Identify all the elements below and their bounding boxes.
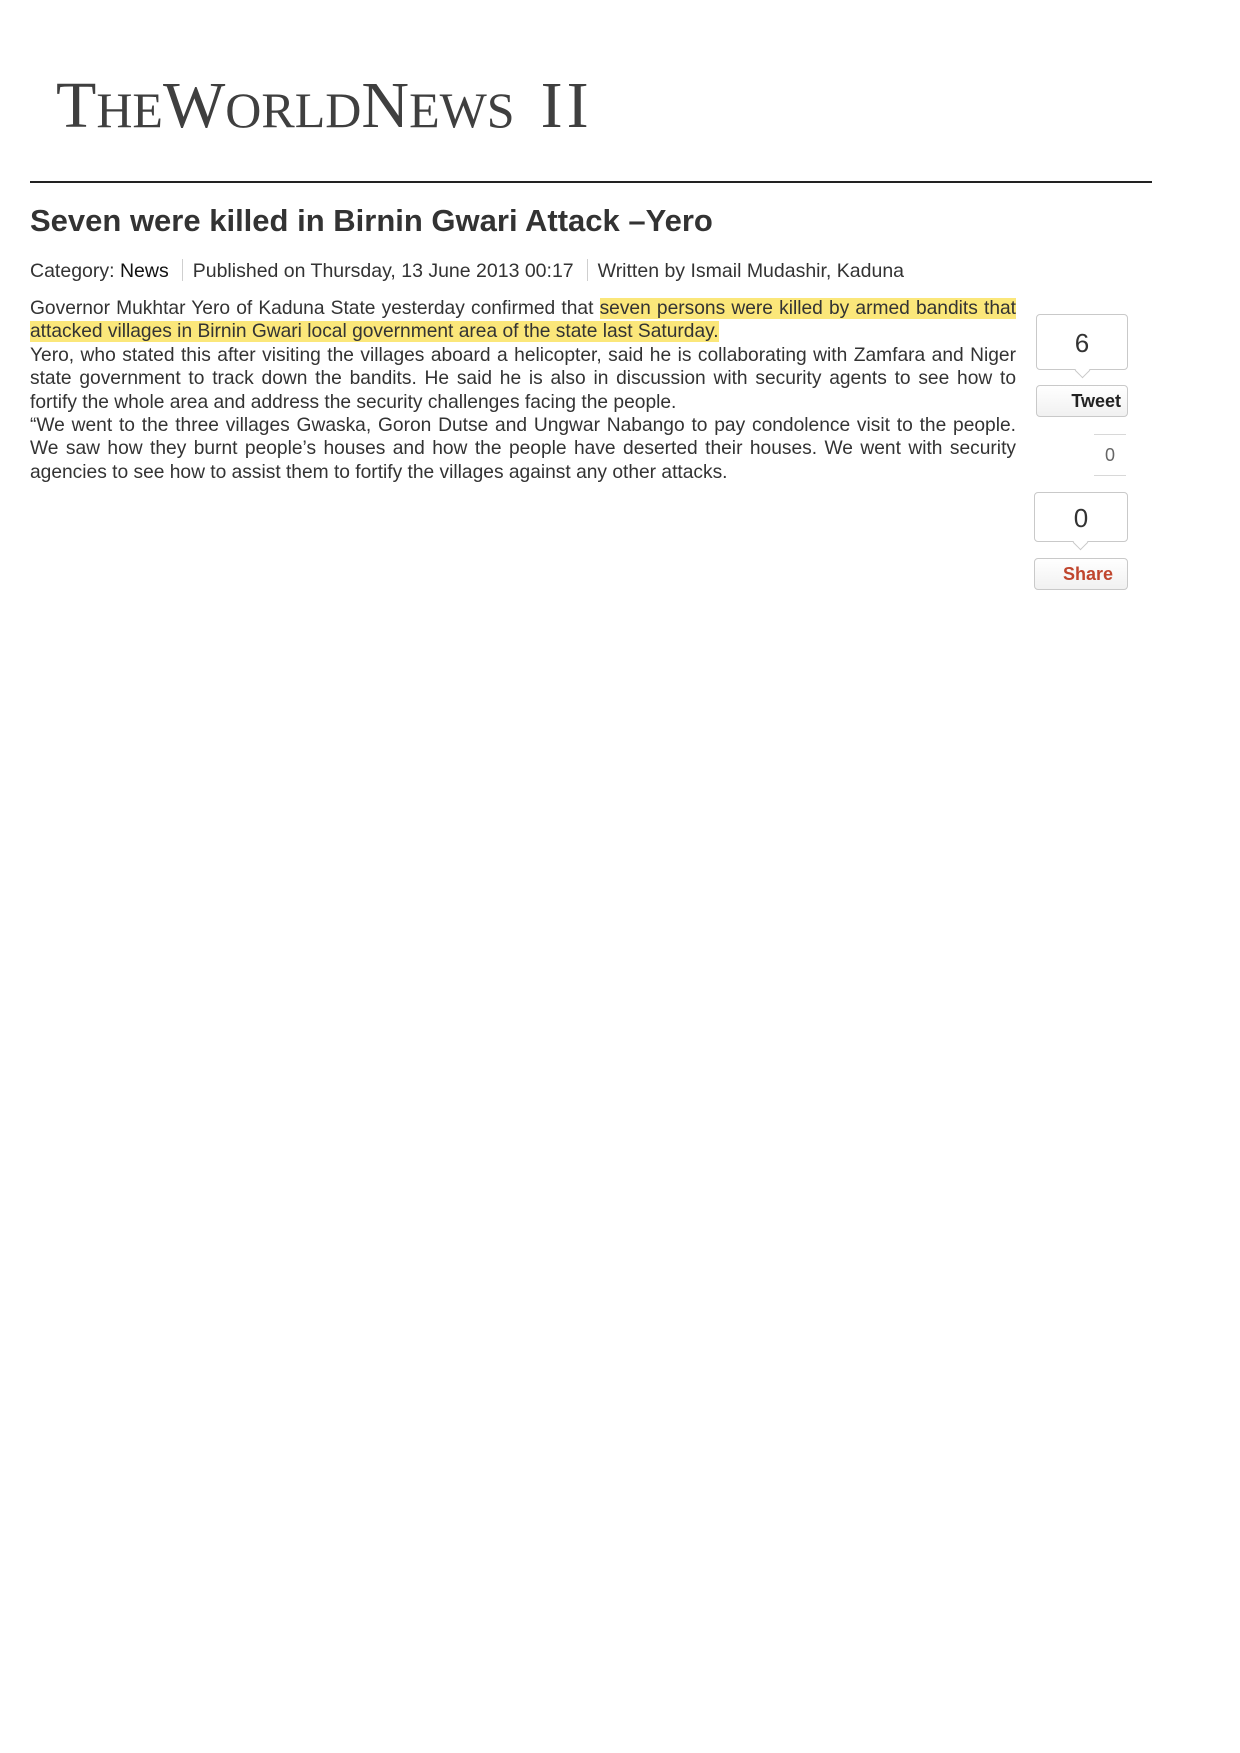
category-link[interactable]: News bbox=[119, 260, 169, 282]
paragraph-2: Yero, who stated this after visiting the villages aboard a helicopter, said he is collaborating with Zamfara and Niger state government to track down the bandits. He said he is also in discussion with security agents to see how to fortify the whole area and address the security challenges facing the people. bbox=[30, 344, 1016, 413]
article-title: Seven were killed in Birnin Gwari Attack –Yero bbox=[30, 203, 713, 238]
masthead-logo bbox=[56, 66, 593, 146]
article-meta bbox=[30, 256, 904, 286]
article-body bbox=[30, 297, 1016, 484]
logo-edition: II bbox=[540, 69, 593, 142]
category-label: Category: bbox=[30, 260, 115, 282]
published-date: Published on Thursday, 13 June 2013 00:17 bbox=[192, 260, 574, 282]
masthead-divider bbox=[30, 181, 1152, 183]
share-button[interactable]: Share bbox=[1034, 558, 1128, 590]
tweet-count-bubble: 6 bbox=[1036, 314, 1128, 370]
meta-divider bbox=[587, 259, 588, 281]
meta-divider bbox=[182, 259, 183, 281]
logo-text: EWS bbox=[409, 82, 515, 138]
logo-letter: W bbox=[162, 69, 226, 142]
logo-text: HE bbox=[96, 82, 163, 138]
paragraph-3: “We went to the three villages Gwaska, Goron Dutse and Ungwar Nabango to pay condolence visit to the people. We saw how they burnt people’s houses and how the people have deserted their houses. We went with security agencies to see how to assist them to fortify the villages against any other attacks. bbox=[30, 415, 1016, 483]
share-count-bubble: 0 bbox=[1034, 492, 1128, 542]
share-counter: 0 bbox=[1094, 434, 1126, 476]
highlighted-text: seven persons were killed by armed bandits that attacked villages in Birnin Gwari local government area of the state last Saturday. bbox=[30, 298, 1016, 343]
paragraph-1 bbox=[30, 297, 1016, 344]
logo-letter: T bbox=[56, 69, 97, 142]
tweet-button[interactable]: Tweet bbox=[1036, 385, 1128, 417]
author-byline: Written by Ismail Mudashir, Kaduna bbox=[597, 260, 905, 282]
logo-text: ORLD bbox=[225, 82, 362, 138]
logo-letter: N bbox=[361, 69, 410, 142]
paragraph-1-lead: Governor Mukhtar Yero of Kaduna State yesterday confirmed that bbox=[30, 298, 600, 319]
